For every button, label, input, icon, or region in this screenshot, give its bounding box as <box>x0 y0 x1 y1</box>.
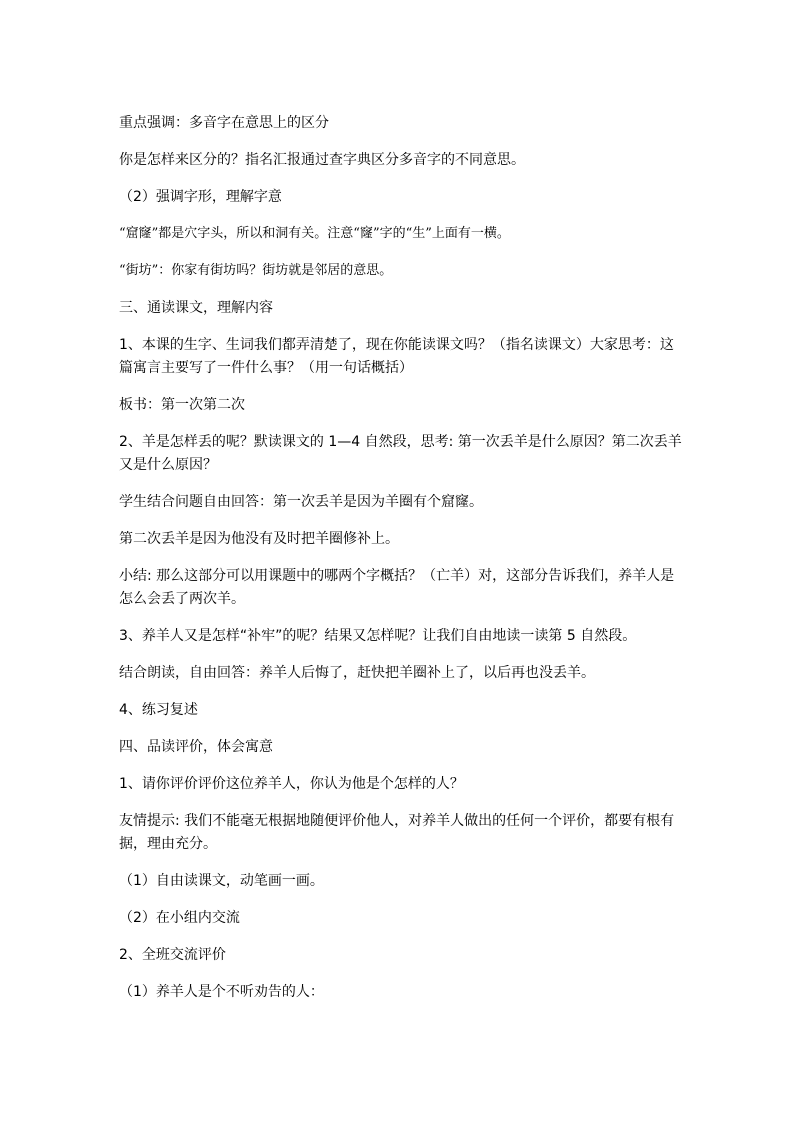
paragraph-distinguish: 你是怎样来区分的？指名汇报通过查字典区分多音字的不同意思。 <box>119 152 525 168</box>
paragraph-mend-pen: 3、养羊人又是怎样“补牢”的呢？结果又怎样呢？让我们自由地读一读第 5 自然段。 <box>119 628 637 644</box>
paragraph-first-loss: 学生结合问题自由回答：第一次丢羊是因为羊圈有个窟窿。 <box>119 494 483 510</box>
paragraph-lost-sheep: 2、羊是怎样丢的呢？默读课文的 1—4 自然段，思考: 第一次丢羊是什么原因？第二次丢羊又是什么原因？ <box>119 434 682 473</box>
paragraph-free-read: （1）自由读课文，动笔画一画。 <box>119 873 324 889</box>
paragraph-blackboard: 板书：第一次第二次 <box>119 397 245 413</box>
paragraph-glyph-heading: （2）强调字形，理解字意 <box>119 189 282 205</box>
paragraph-group: （2）在小组内交流 <box>119 910 240 926</box>
paragraph-jiefang: “街坊”：你家有街坊吗？街坊就是邻居的意思。 <box>119 263 393 278</box>
paragraph-class-exchange: 2、全班交流评价 <box>119 947 226 963</box>
paragraph-second-loss: 第二次丢羊是因为他没有及时把羊圈修补上。 <box>119 531 399 547</box>
paragraph-emphasis: 重点强调：多音字在意思上的区分 <box>119 115 329 131</box>
paragraph-evaluate: 1、请你评价评价这位养羊人，你认为他是个怎样的人？ <box>119 776 464 792</box>
paragraph-stubborn: （1）养羊人是个不听劝告的人： <box>119 984 324 1000</box>
section-heading-4: 四、品读评价，体会寓意 <box>119 739 273 755</box>
paragraph-retell: 4、练习复述 <box>119 702 198 718</box>
paragraph-tip: 友情提示: 我们不能毫无根据地随便评价他人，对养羊人做出的任何一个评价，都要有根有据，理由充分。 <box>119 813 675 852</box>
paragraph-summary: 小结: 那么这部分可以用课题中的哪两个字概括？（亡羊）对，这部分告诉我们，养羊人是怎么会丢了两次羊。 <box>119 568 675 607</box>
paragraph-read-text: 1、本课的生字、生词我们都弄清楚了，现在你能读课文吗？（指名读课文）大家思考：这篇寓言主要写了一件什么事？（用一句话概括） <box>119 337 674 376</box>
section-heading-3: 三、通读课文，理解内容 <box>119 300 273 316</box>
paragraph-kulong: “窟窿”都是穴字头，所以和洞有关。注意“窿”字的“生”上面有一横。 <box>119 226 510 241</box>
paragraph-answer: 结合朗读，自由回答：养羊人后悔了，赶快把羊圈补上了，以后再也没丢羊。 <box>119 665 595 681</box>
